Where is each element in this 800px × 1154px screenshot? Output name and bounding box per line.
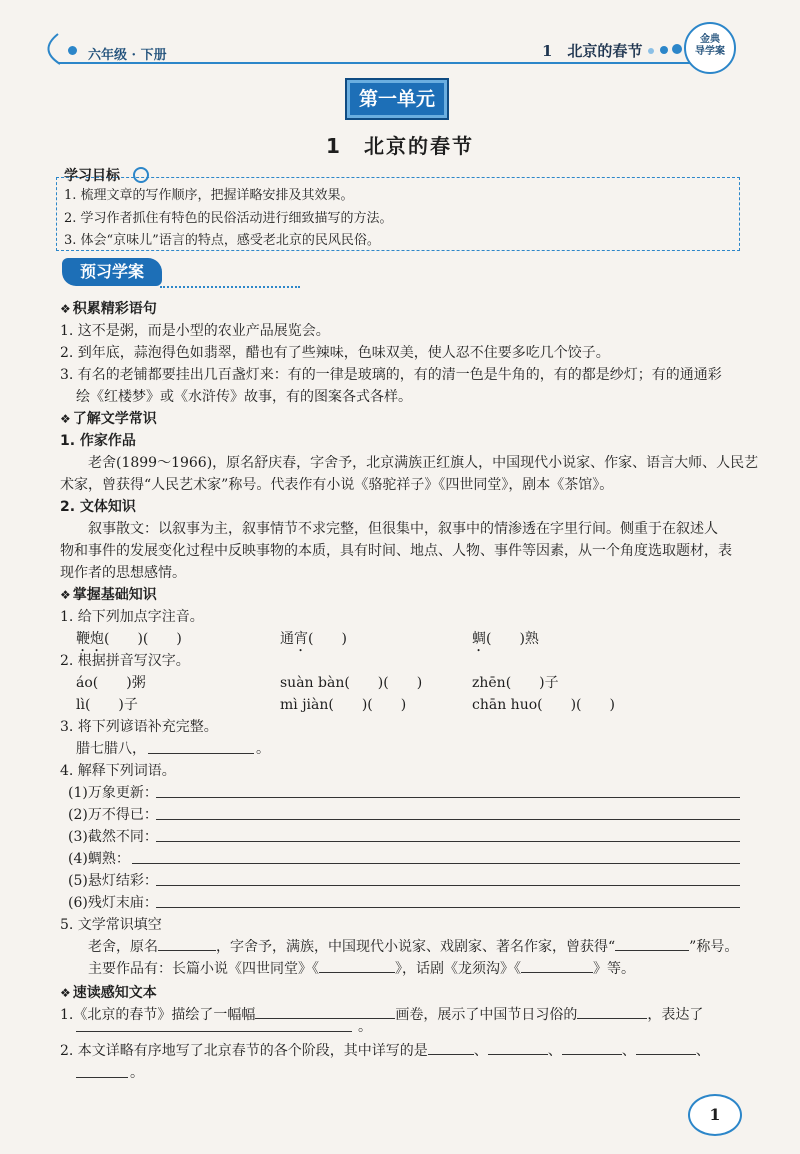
paragraph-line: 现作者的思想感情。 <box>60 565 186 581</box>
section-title: ❖ 掌握基础知识 <box>60 584 157 604</box>
question: 1. 给下列加点字注音。 <box>60 609 204 625</box>
paragraph-line: 叙事散文：以叙事为主，叙事情节不求完整，但很集中，叙事中的情渗透在字里行间。侧重于在叙述人 <box>88 521 718 537</box>
phonetic-item[interactable]: 蜩( )熟 <box>472 631 539 647</box>
question: 2. 根据拼音写汉字。 <box>60 653 190 669</box>
section-title: ❖ 了解文学常识 <box>60 408 157 428</box>
answer-blank[interactable] <box>148 752 254 754</box>
term: (1)万象更新： <box>68 785 158 801</box>
term: (3)截然不同： <box>68 829 158 845</box>
pinyin-item[interactable]: zhēn( )子 <box>472 675 559 691</box>
paragraph-line: 老舍(1899～1966)，原名舒庆春，字舍予，北京满族正红旗人，中国现代小说家、作家、语言大师、人民艺 <box>88 455 759 471</box>
pinyin-item[interactable]: lì( )子 <box>76 697 138 713</box>
goal-item: 1. 梳理文章的写作顺序，把握详略安排及其效果。 <box>64 188 354 203</box>
phonetic-item[interactable]: 鞭炮( )( ) <box>76 631 182 647</box>
question: 5. 文学常识填空 <box>60 917 162 933</box>
sentence: 1. 这不是粥，而是小型的农业产品展览会。 <box>60 323 330 339</box>
lesson-title: 1 北京的春节 <box>326 134 474 158</box>
goals-title: 学习目标 <box>64 168 120 184</box>
answer-blank[interactable] <box>156 906 740 908</box>
answer-blank[interactable] <box>156 796 740 798</box>
header-dot <box>648 48 654 54</box>
pinyin-item[interactable]: áo( )粥 <box>76 675 146 691</box>
header-grade: 六年级 · 下册 <box>88 48 167 63</box>
goal-item: 2. 学习作者抓住有特色的民俗活动进行细致描写的方法。 <box>64 211 393 226</box>
header-lesson: 1 北京的春节 <box>542 42 643 60</box>
header-dot <box>68 46 77 55</box>
page-number: 1 <box>688 1094 742 1136</box>
sentence: 绘《红楼梦》或《水浒传》故事，有的图案各式各样。 <box>76 389 412 405</box>
term: (5)悬灯结彩： <box>68 873 158 889</box>
header-dot <box>672 44 682 54</box>
preview-section-tab: 预习学案 <box>62 258 162 286</box>
pinyin-item[interactable]: suàn bàn( )( ) <box>280 675 423 691</box>
sentence: 2. 到年底，蒜泡得色如翡翠，醋也有了些辣味，色味双美，使人忍不住要多吃几个饺子。 <box>60 345 610 361</box>
question: 4. 解释下列词语。 <box>60 763 176 779</box>
answer-blank[interactable] <box>76 1076 128 1078</box>
sub-heading: 1. 作家作品 <box>60 433 136 449</box>
preview-rule <box>160 286 300 288</box>
proverb-start: 腊七腊八， <box>76 741 146 757</box>
sub-heading: 2. 文体知识 <box>60 499 136 515</box>
phonetic-item[interactable]: 通宵( ) <box>280 631 347 647</box>
paragraph-line: 物和事件的发展变化过程中反映事物的本质，具有时间、地点、人物、事件等因素，从一个角度选取题材，表 <box>60 543 732 559</box>
proverb-end: 。 <box>256 741 270 757</box>
reading-question: 2. 本文详略有序地写了北京春节的各个阶段，其中详写的是 、 、 、 、 <box>60 1043 710 1059</box>
header-curve <box>30 30 90 70</box>
sentence: 3. 有名的老铺都要挂出几百盏灯来：有的一律是玻璃的，有的清一色是牛角的，有的都是纱灯；有的通通彩 <box>60 367 722 383</box>
header-dot <box>660 46 668 54</box>
fill-line: 主要作品有：长篇小说《四世同堂》《 》，话剧《龙须沟》《 》等。 <box>88 961 635 977</box>
paragraph-line: 术家，曾获得“人民艺术家”称号。代表作有小说《骆驼祥子》《四世同堂》，剧本《茶馆》。 <box>60 477 614 493</box>
unit-title: 第一单元 <box>345 78 449 120</box>
section-title: ❖ 速读感知文本 <box>60 982 157 1002</box>
question: 3. 将下列谚语补充完整。 <box>60 719 218 735</box>
term: (4)蜩熟： <box>68 851 130 867</box>
answer-blank[interactable] <box>156 818 740 820</box>
period: 。 <box>130 1065 144 1081</box>
pinyin-item[interactable]: chān huo( )( ) <box>472 697 615 713</box>
pinyin-item[interactable]: mì jiàn( )( ) <box>280 697 407 713</box>
period: 。 <box>358 1019 372 1035</box>
answer-blank[interactable] <box>156 884 740 886</box>
reading-question: 1.《北京的春节》描绘了一幅幅 画卷，展示了中国节日习俗的 ，表达了 <box>60 1007 704 1023</box>
section-title: ❖ 积累精彩语句 <box>60 298 157 318</box>
fill-line: 老舍，原名 ，字舍予，满族，中国现代小说家、戏剧家、著名作家，曾获得“ ”称号。 <box>88 939 739 955</box>
target-icon <box>133 167 149 183</box>
term: (6)残灯末庙： <box>68 895 158 911</box>
publisher-logo: 金典 导学案 <box>684 22 736 74</box>
goal-item: 3. 体会“京味儿”语言的特点，感受老北京的民风民俗。 <box>64 233 380 248</box>
answer-blank[interactable] <box>132 862 740 864</box>
answer-blank[interactable] <box>76 1030 352 1032</box>
answer-blank[interactable] <box>156 840 740 842</box>
term: (2)万不得已： <box>68 807 158 823</box>
